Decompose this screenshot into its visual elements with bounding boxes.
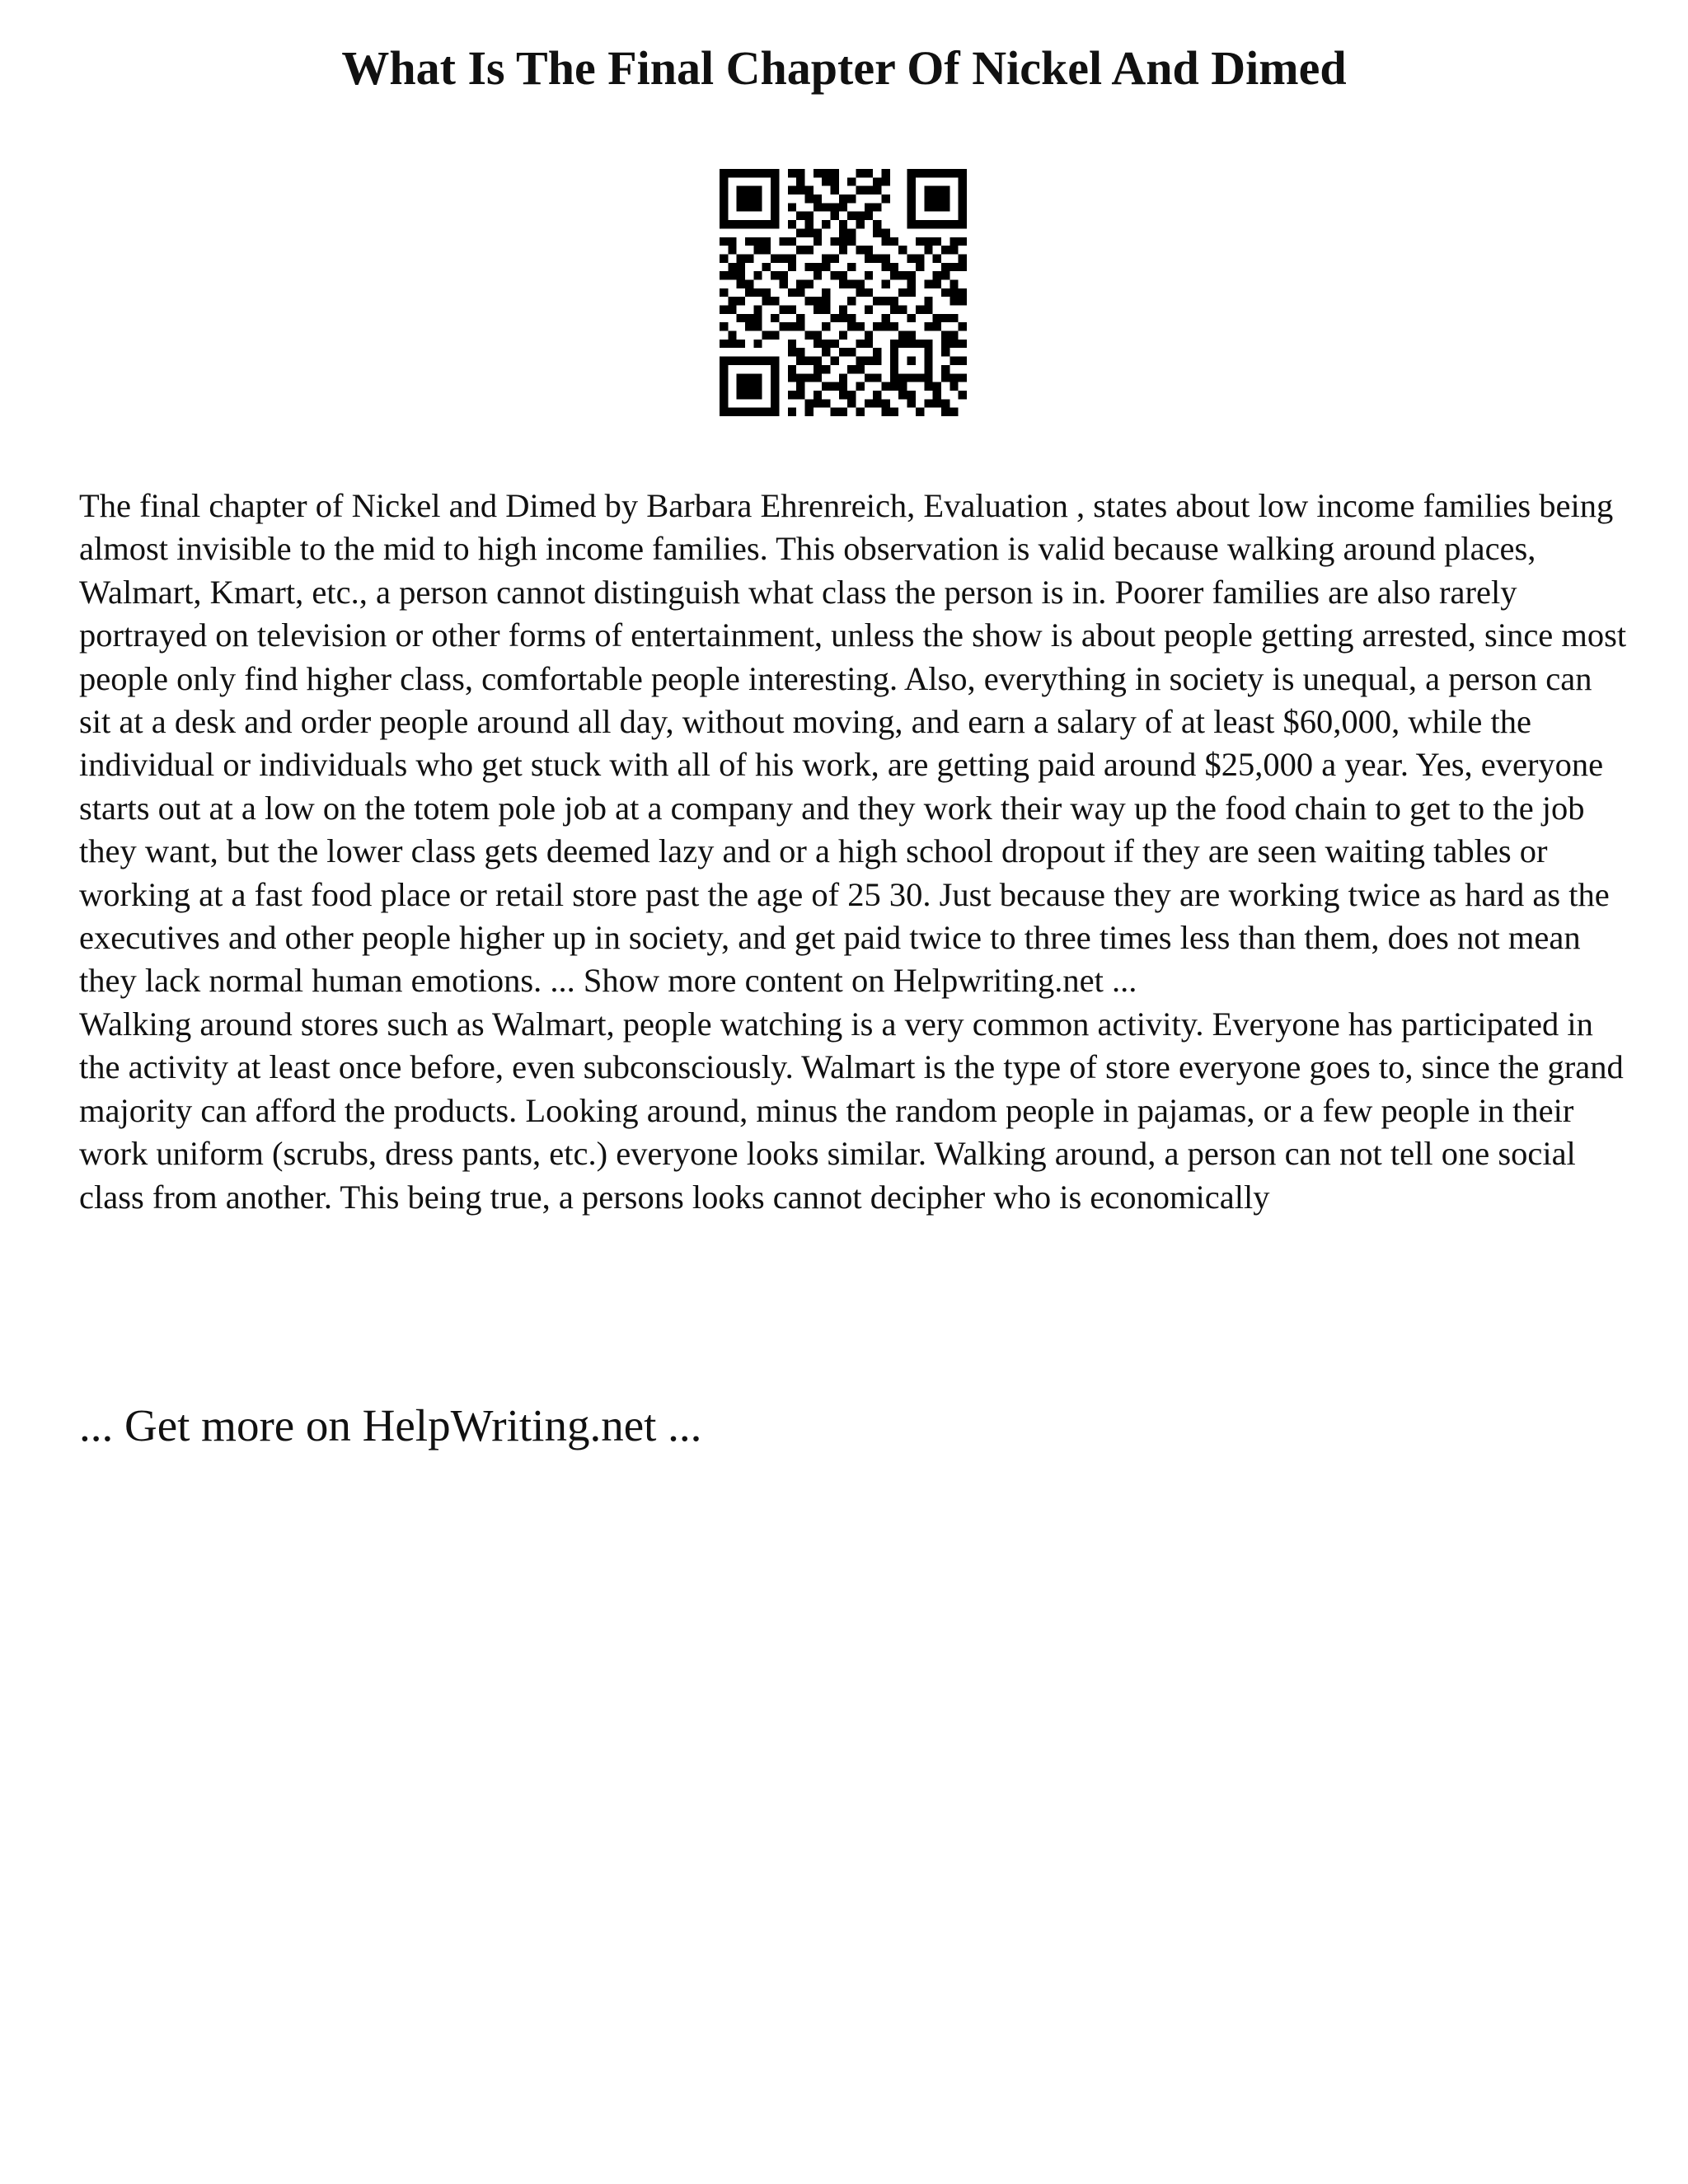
qr-code xyxy=(720,169,967,416)
paragraph-1: The final chapter of Nickel and Dimed by Barbara Ehrenreich, Evaluation , states about low income families being almost invisible to the mid to high income families. This observation is valid because walking around places, Walmart, Kmart, etc., a person cannot distinguish what class the person is in. Poorer families are also rarely portrayed on television or other forms of entertainment, unless the show is about people getting arrested, since most people only find higher class, comfortable people interesting. Also, everything in society is unequal, a person can sit at a desk and order people around all day, without moving, and earn a salary of at least $60,000, while the individual or individuals who get stuck with all of his work, are getting paid around $25,000 a year. Yes, everyone starts out at a low on the totem pole job at a company and they work their way up the food chain to get to the job they want, but the lower class gets deemed lazy and or a high school dropout if they are seen waiting tables or working at a fast food place or retail store past the age of 25 30. Just because they are working twice as hard as the executives and other people higher up in society, and get paid twice to three times less than them, does not mean they lack normal human emotions. ... Show more content on Helpwriting.net ... xyxy=(79,487,1627,1000)
get-more-link[interactable]: ... Get more on HelpWriting.net ... xyxy=(79,1400,702,1451)
qr-code-icon xyxy=(720,169,967,416)
article-body xyxy=(79,485,1629,1219)
page-title: What Is The Final Chapter Of Nickel And Dimed xyxy=(341,41,1347,95)
paragraph-2: Walking around stores such as Walmart, people watching is a very common activity. Everyone has participated in the activity at least once before, even subconsciously. Walmart is the type of store everyone goes to, since the grand majority can afford the products. Looking around, minus the random people in pajamas, or a few people in their work uniform (scrubs, dress pants, etc.) everyone looks similar. Walking around, a person can not tell one social class from another. This being true, a persons looks cannot decipher who is economically xyxy=(79,1005,1624,1216)
